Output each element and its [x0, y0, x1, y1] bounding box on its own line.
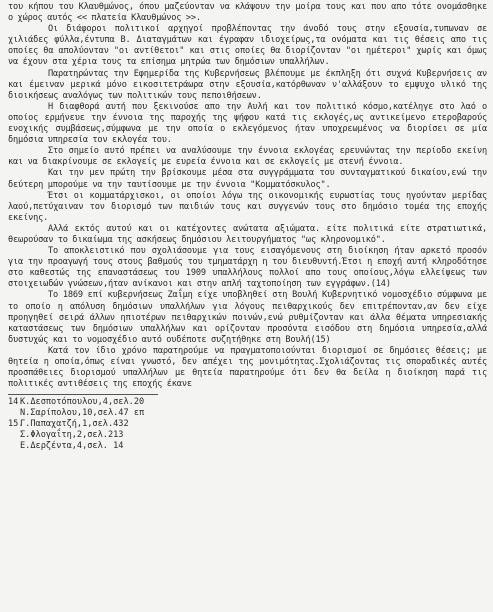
footnote-line [8, 408, 487, 419]
paragraph: Οι διάφοροι πολιτικοί αρχηγοί προβλέποντας την άνοδό τους στην εξουσία,τυπωναν σε χιλιάδες φύλλα,έντυπα Β. Διαταγμάτων και έγραφαν ιδιοχείρως,τα ονόματα και τις θέσεις απο τις οποίες θα απολύονταν "οι αντίθετοι" και στις οποίες θα διορίζονταν "οι ημέτεροι" χωρίς και όμως να έχουν στα χέρια τους τα επίσημα μητρώα των δημόσιων υπαλλήλων. [8, 24, 487, 68]
paragraph: Παρατηρώντας την Εφημερίδα της Κυβερνήσεως βλέπουμε με έκπληξη ότι συχνά Κυβερνήσεις αν και έμειναν μερικά μόνο εικοσιτετράωρα στην εξουσία,κατόρθωναν ν'αλλάξουν το εμψυχο υλικό της διοικήσεως αναλόγως των πολιτικών τους πεποιθήσεων. [8, 68, 487, 101]
paragraph: Έτσι οι κομματάρχισκοι, οι οποίοι λόγω της οικονομικής ευρωστίας τους ηγούνταν μερίδας λαού,πετύχαιναν τον διορισμό των παιδιών τους και συγγενών τους στο δημόσιο τομέα της εποχής εκείνης. [8, 190, 487, 223]
footnote-line [8, 441, 487, 452]
footnote-line [8, 419, 487, 430]
footnotes [8, 397, 487, 452]
footnote-divider [8, 394, 158, 395]
footnote-line [8, 430, 487, 441]
footnote-line [8, 397, 487, 408]
footnote-citation: Κ.Δεσποτόπουλου,4,σελ.20 [20, 397, 145, 408]
paragraph: Στο σημείο αυτό πρέπει να αναλύσουμε την έννοια εκλογέας ερευνώντας την περίοδο εκείνη και να διακρίνουμε σε εκλογείς με ευρεία έννοια και σε εκλογείς με στενή έννοια. [8, 146, 487, 168]
paragraph: Και την μεν πρώτη την βρίσκουμε μέσα στα συγγράμματα του συνταγματικού δικαίου,ενώ την δεύτερη μπορούμε να την ταυτίσουμε με την έννοια "Κομματόσκυλος". [8, 168, 487, 190]
paragraph: του κήπου του Κλαυθμώνος, όπου μαζεύονταν να κλάψουν την μοίρα τους και που απο τότε ονομάσθηκε ο χώρος αυτός << πλατεία Κλαυθμώνος >>. [8, 2, 487, 24]
footnote-citation: Ε.Δερζέντα,4,σελ. 14 [20, 441, 124, 452]
body-text [8, 2, 487, 390]
footnote-number: 15. [8, 419, 24, 430]
paragraph: Η διαφθορά αυτή που ξεκινούσε απο την Αυλή και τον πολιτικό κόσμο,κατέληγε στο λαό ο οποίος ερμήνευε την έννοια της παροχής της ψήφου κατά τις εκλογές,ως αντικείμενο ετεροβαρούς ενοχικής συμβάσεως,σύμφωνα με την οποία ο εκλεγόμενος ήταν υποχρεωμένος να διορίσει σε μία δημόσια υπηρεσία τον εκλογέα του. [8, 101, 487, 146]
paragraph: Το 1869 επί κυβερνήσεως Ζαΐμη είχε υποβληθεί στη Βουλή Κυβερνητικό νομοσχέδιο σύμφωνα με το οποίο η απόλυση δημόσιων υπαλλήλων για λόγους πειθαρχικούς δεν επιτρέπονταν,αν δεν είχε προηγηθεί σειρά άλλων ηπιοτέρων πειθαρχικών ποινών,ενώ ρυθμίζονταν και άλλα θέματα υπηρεσιακής καταστάσεως των δημόσιων υπαλλήλων και ορίζονταν προσόντα εισόδου στη δημόσια υπηρεσία,αλλά δυστυχώς και το νομοσχέδιο αυτό ουδέποτε συζητήθηκε στη Βουλή(15) [8, 290, 487, 345]
footnote-citation: Σ.Φλογαΐτη,2,σελ.213 [20, 430, 124, 441]
footnote-citation: Ν.Σαρίπολου,10,σελ.47 επ [20, 408, 145, 419]
paragraph: Κατά τον ίδιο χρόνο παρατηρούμε να πραγματοποιούνται διορισμοί σε δημόσιες θέσεις; με θητεία η οποία,όπως είναι γνωστό, δεν απέχει της μονιμότητας.Σχολιάζοντας τις σποραδικές αυτές προσπάθειες διορισμού υπαλλήλων με θητεία παρατηρούμε ότι δεν θα δείλα η διοίκηση παρά τις πολιτικές αντιθέσεις της εποχής έκανε [8, 345, 487, 390]
footnote-number: 14. [8, 397, 24, 408]
paragraph: Το αποκλειστικό που σχολιάσουμε για τους εισαγόμενους στη διοίκηση ήταν αρκετό προσόν για την προαγωγή τους στους βαθμούς του τμηματάρχη η του διευθυντή.Έτσι η εποχή αυτή κληροδότησε στο καθεστώς της επαναστάσεως του 1909 υπαλλήλους πολλοί απο τους οποίους,λόγω ελλείψεως των στοιχειωδών γνώσεων,ήταν ανίκανοι και στην απλή ταχτοποίηση των εγγράφων.(14) [8, 246, 487, 290]
paragraph: Αλλά εκτός αυτού και οι κατέχοντες ανώτατα αξιώματα. είτε πολιτικά είτε στρατιωτικά, θεωρούσαν το δικαίωμα της ασκήσεως δημόσιου λειτουργήματος "ως κληρονομικό". [8, 223, 487, 245]
footnote-citation: Γ.Παπαχατζή,1,σελ.432 [20, 419, 129, 430]
